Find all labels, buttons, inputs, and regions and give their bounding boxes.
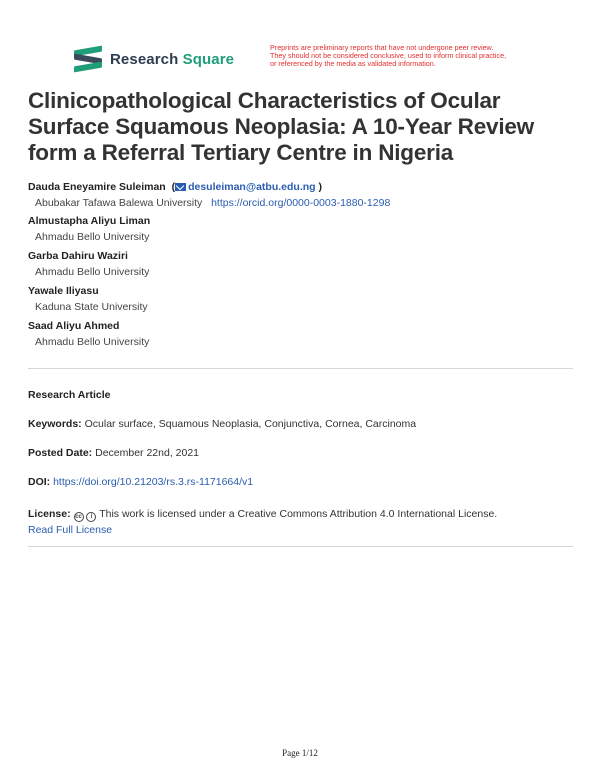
divider xyxy=(28,368,573,369)
divider xyxy=(28,546,573,547)
title-line: Clinicopathological Characteristics of Ocular xyxy=(28,88,501,113)
keywords-label: Keywords: xyxy=(28,418,82,430)
author-affiliation: Kaduna State University xyxy=(35,301,148,313)
read-full-license-link[interactable]: Read Full License xyxy=(28,524,113,536)
header xyxy=(0,0,600,80)
page-number: Page 1/12 xyxy=(282,748,318,758)
doi-label: DOI: xyxy=(28,476,51,488)
author-name: Garba Dahiru Waziri xyxy=(28,250,128,262)
title-line: Surface Squamous Neoplasia: A 10-Year Review xyxy=(28,114,534,139)
author-name-text: Dauda Eneyamire Suleiman xyxy=(28,181,166,193)
article-type-text: Research Article xyxy=(28,389,111,401)
posted-date xyxy=(28,447,573,459)
notice-line: or referenced by the media as validated information. xyxy=(270,59,436,69)
doi-link[interactable]: https://doi.org/10.21203/rs.3.rs-1171664/v1 xyxy=(53,476,254,488)
research-square-logo-icon xyxy=(74,48,102,70)
author-name: Almustapha Aliyu Liman xyxy=(28,215,151,227)
posted-date-value: December 22nd, 2021 xyxy=(95,447,200,459)
affiliation-text: Abubakar Tafawa Balewa University xyxy=(35,197,203,209)
title-line: form a Referral Tertiary Centre in Nigeria xyxy=(28,140,454,165)
paper-title xyxy=(28,88,573,166)
orcid-link[interactable]: https://orcid.org/0000-0003-1880-1298 xyxy=(211,197,391,209)
author-affiliation: Ahmadu Bello University xyxy=(35,336,150,348)
author-affiliation: Ahmadu Bello University xyxy=(35,266,150,278)
keywords-text: Ocular surface, Squamous Neoplasia, Conjunctiva, Cornea, Carcinoma xyxy=(84,418,417,430)
cc-by-icon: i xyxy=(86,512,96,522)
preprint-notice xyxy=(270,44,540,69)
author-affiliation: Ahmadu Bello University xyxy=(35,231,150,243)
author-affiliation xyxy=(28,195,573,211)
doi xyxy=(28,476,573,488)
logo-text xyxy=(110,51,234,68)
cc-icon: cc xyxy=(75,514,82,520)
license-label: License: xyxy=(28,508,71,520)
author-email-link[interactable]: desuleiman@atbu.edu.ng xyxy=(188,181,316,193)
logo-word-square: Square xyxy=(182,50,235,68)
research-square-logo[interactable] xyxy=(74,48,234,70)
notice-line: Preprints are preliminary reports that have not undergone peer review. xyxy=(270,43,494,52)
email-icon xyxy=(175,183,186,191)
posted-date-label: Posted Date: xyxy=(28,447,93,459)
notice-line: They should not be considered conclusive, used to inform clinical practice, xyxy=(270,51,507,61)
article-type xyxy=(28,389,573,401)
author-list xyxy=(28,180,573,354)
license-text: This work is licensed under a Creative Commons Attribution 4.0 International License. xyxy=(99,508,498,520)
logo-word-research: Research xyxy=(110,50,179,68)
keywords xyxy=(28,418,573,430)
author-name: Dauda Eneyamire Suleiman ( desuleiman@atbu.edu.ng ) xyxy=(28,181,323,193)
author-name: Yawale Iliyasu xyxy=(28,285,99,297)
license xyxy=(28,506,573,538)
author-name: Saad Aliyu Ahmed xyxy=(28,320,120,332)
